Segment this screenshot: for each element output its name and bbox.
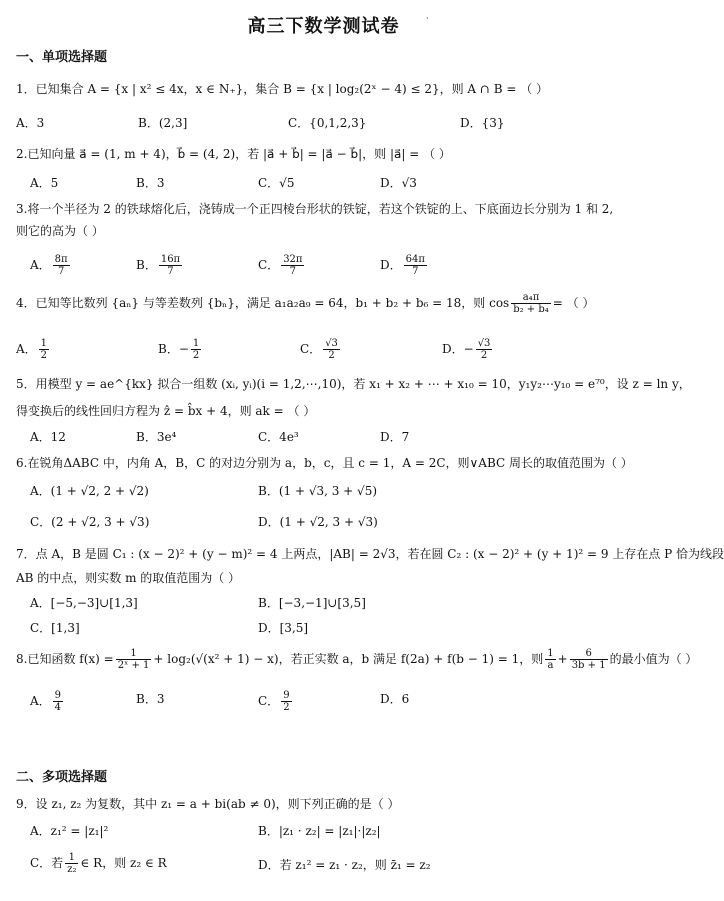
fraction: $\frac{16\pi}{7}$ — [160, 254, 181, 277]
question-8-option-a: A． $\frac{9}{4}$ — [30, 690, 62, 713]
question-4-option-a: A． $\frac{1}{2}$ — [16, 338, 48, 361]
question-3-stem: 3.将一个半径为 2 的铁球熔化后，浇铸成一个正四棱台形状的铁锭，若这个铁锭的上、下底面边长分别为 1 和 2, — [16, 202, 614, 216]
question-6-option-a: A．(1 + √2, 2 + √2) — [30, 484, 149, 498]
question-1-option-c: C．{0,1,2,3} — [288, 116, 367, 130]
question-5-option-c: C．4e³ — [258, 430, 299, 444]
question-1-stem: 1．已知集合 A = {x | x² ≤ 4x，x ∈ N₊}，集合 B = {x | log₂(2ˣ − 4) ≤ 2}，则 A ∩ B = （ ） — [16, 82, 549, 96]
question-2-option-d: D．√3 — [380, 176, 417, 190]
fraction: $\frac{9}{2}$ — [283, 690, 290, 713]
fraction: $\frac{√3}{2}$ — [477, 338, 491, 361]
question-7-option-c: C．[1,3] — [30, 621, 80, 635]
question-7-option-a: A．[−5,−3]∪[1,3] — [30, 596, 138, 610]
fraction: $\frac{1}{\text{2ˣ + 1}}$ — [117, 648, 150, 671]
question-3-stem-cont: 则它的高为（ ） — [16, 224, 104, 238]
question-7-stem: 7．点 A，B 是圆 C₁ : (x − 2)² + (y − m)² = 4 上两点，|AB| = 2√3，若在圆 C₂ : (x − 2)² + (y + 1)² = 9 上存在点 P 恰为线段 — [16, 547, 724, 561]
question-6-option-c: C．(2 + √2, 3 + √3) — [30, 515, 150, 529]
question-4-option-b: B．− $\frac{1}{2}$ — [158, 338, 200, 361]
question-5-stem-cont: 得变换后的线性回归方程为 ẑ = b̂x + 4，则 ak = （ ） — [16, 404, 316, 418]
fraction: $\frac{1}{2}$ — [192, 338, 200, 361]
question-4-stem: 4．已知等比数列 {aₙ} 与等差数列 {bₙ}，满足 a₁a₂a₉ = 64，b₁ + b₂ + b₆ = 18，则 cos $\frac{\text{a₄π}}{\text{b₂ + b₄}}$ = （ ） — [16, 292, 595, 315]
fraction: $\frac{√3}{2}$ — [325, 338, 338, 361]
question-7-stem-cont: AB 的中点，则实数 m 的取值范围为（ ） — [16, 571, 241, 585]
fraction: $\frac{1}{2}$ — [40, 338, 48, 361]
question-7-option-b: B．[−3,−1]∪[3,5] — [258, 596, 366, 610]
page-title: 高三下数学测试卷 — [247, 16, 400, 37]
question-8-option-d: D．6 — [380, 692, 410, 706]
question-7-option-d: D．[3,5] — [258, 621, 309, 635]
fraction: $\frac{32\pi}{7}$ — [283, 254, 303, 277]
question-5-stem: 5．用模型 y = ae^{kx} 拟合一组数 (xᵢ, yᵢ)(i = 1,2,⋯,10)，若 x₁ + x₂ + ⋯ + x₁₀ = 10，y₁y₂⋯y₁₀ = e⁷⁰，设 z = ln y， — [16, 377, 691, 391]
question-2-stem: 2.已知向量 a⃗ = (1, m + 4)，b⃗ = (4, 2)，若 |a⃗ + b⃗| = |a⃗ − b⃗|，则 |a⃗| = （ ） — [16, 147, 451, 161]
question-6-option-b: B．(1 + √3, 3 + √5) — [258, 484, 378, 498]
question-9-option-c: C．若 $\frac{1}{\text{z₂}}$ ∈ R，则 z₂ ∈ R — [30, 852, 167, 875]
question-9-option-a: A．z₁² = |z₁|² — [30, 824, 109, 838]
question-2-option-c: C．√5 — [258, 176, 295, 190]
section-heading-single-choice: 一、单项选择题 — [16, 50, 108, 65]
question-3-option-b: B． $\frac{16\pi}{7}$ — [136, 254, 181, 277]
question-4-option-c: C． $\frac{√3}{2}$ — [300, 338, 338, 361]
question-9-stem: 9．设 z₁, z₂ 为复数，其中 z₁ = a + bi(ab ≠ 0)，则下列正确的是（ ） — [16, 797, 400, 811]
question-1-option-a: A．3 — [16, 116, 45, 130]
question-5-option-a: A．12 — [30, 430, 66, 444]
question-3-option-c: C． $\frac{32\pi}{7}$ — [258, 254, 303, 277]
question-5-option-d: D．7 — [380, 430, 410, 444]
fraction: $\frac{1}{\text{z₂}}$ — [67, 852, 77, 875]
question-3-option-d: D． $\frac{64\pi}{7}$ — [380, 254, 425, 277]
question-6-option-d: D．(1 + √2, 3 + √3) — [258, 515, 378, 529]
stray-dot: · — [426, 14, 429, 23]
question-9-option-b: B．|z₁ · z₂| = |z₁|·|z₂| — [258, 824, 381, 838]
question-4-option-d: D．− $\frac{√3}{2}$ — [442, 338, 491, 361]
question-2-option-a: A．5 — [30, 176, 59, 190]
question-1-option-b: B．(2,3] — [138, 116, 188, 130]
fraction: $\frac{1}{a}$ — [547, 648, 554, 671]
fraction: $\frac{\text{a₄π}}{\text{b₂ + b₄}}$ — [513, 292, 549, 315]
fraction: $\frac{8\pi}{7}$ — [54, 254, 68, 277]
section-heading-multiple-choice: 二、多项选择题 — [16, 770, 108, 785]
question-6-stem: 6.在锐角ΔABC 中，内角 A，B，C 的对边分别为 a，b，c，且 c = 1，A = 2C，则∨ABC 周长的取值范围为（ ） — [16, 456, 633, 470]
question-8-stem: 8.已知函数 f(x) = $\frac{1}{\text{2ˣ + 1}}$ + log₂(√(x² + 1) − x)，若正实数 a，b 满足 f(2a) + f(b − 1) = 1，则 $\frac{1}{a}$ + $\frac{6}{3b + 1}$ 的最小值为（ ） — [16, 648, 698, 671]
question-5-option-b: B．3e⁴ — [136, 430, 177, 444]
fraction: $\frac{9}{4}$ — [54, 690, 62, 713]
question-9-option-d: D．若 z₁² = z₁ · z₂，则 z̄₁ = z₂ — [258, 858, 431, 872]
question-3-option-a: A． $\frac{8\pi}{7}$ — [30, 254, 68, 277]
question-8-option-b: B．3 — [136, 692, 165, 706]
question-1-option-d: D．{3} — [460, 116, 505, 130]
fraction: $\frac{64\pi}{7}$ — [405, 254, 425, 277]
question-2-option-b: B．3 — [136, 176, 165, 190]
question-8-option-c: C． $\frac{9}{2}$ — [258, 690, 290, 713]
fraction: $\frac{6}{3b + 1}$ — [571, 648, 606, 671]
